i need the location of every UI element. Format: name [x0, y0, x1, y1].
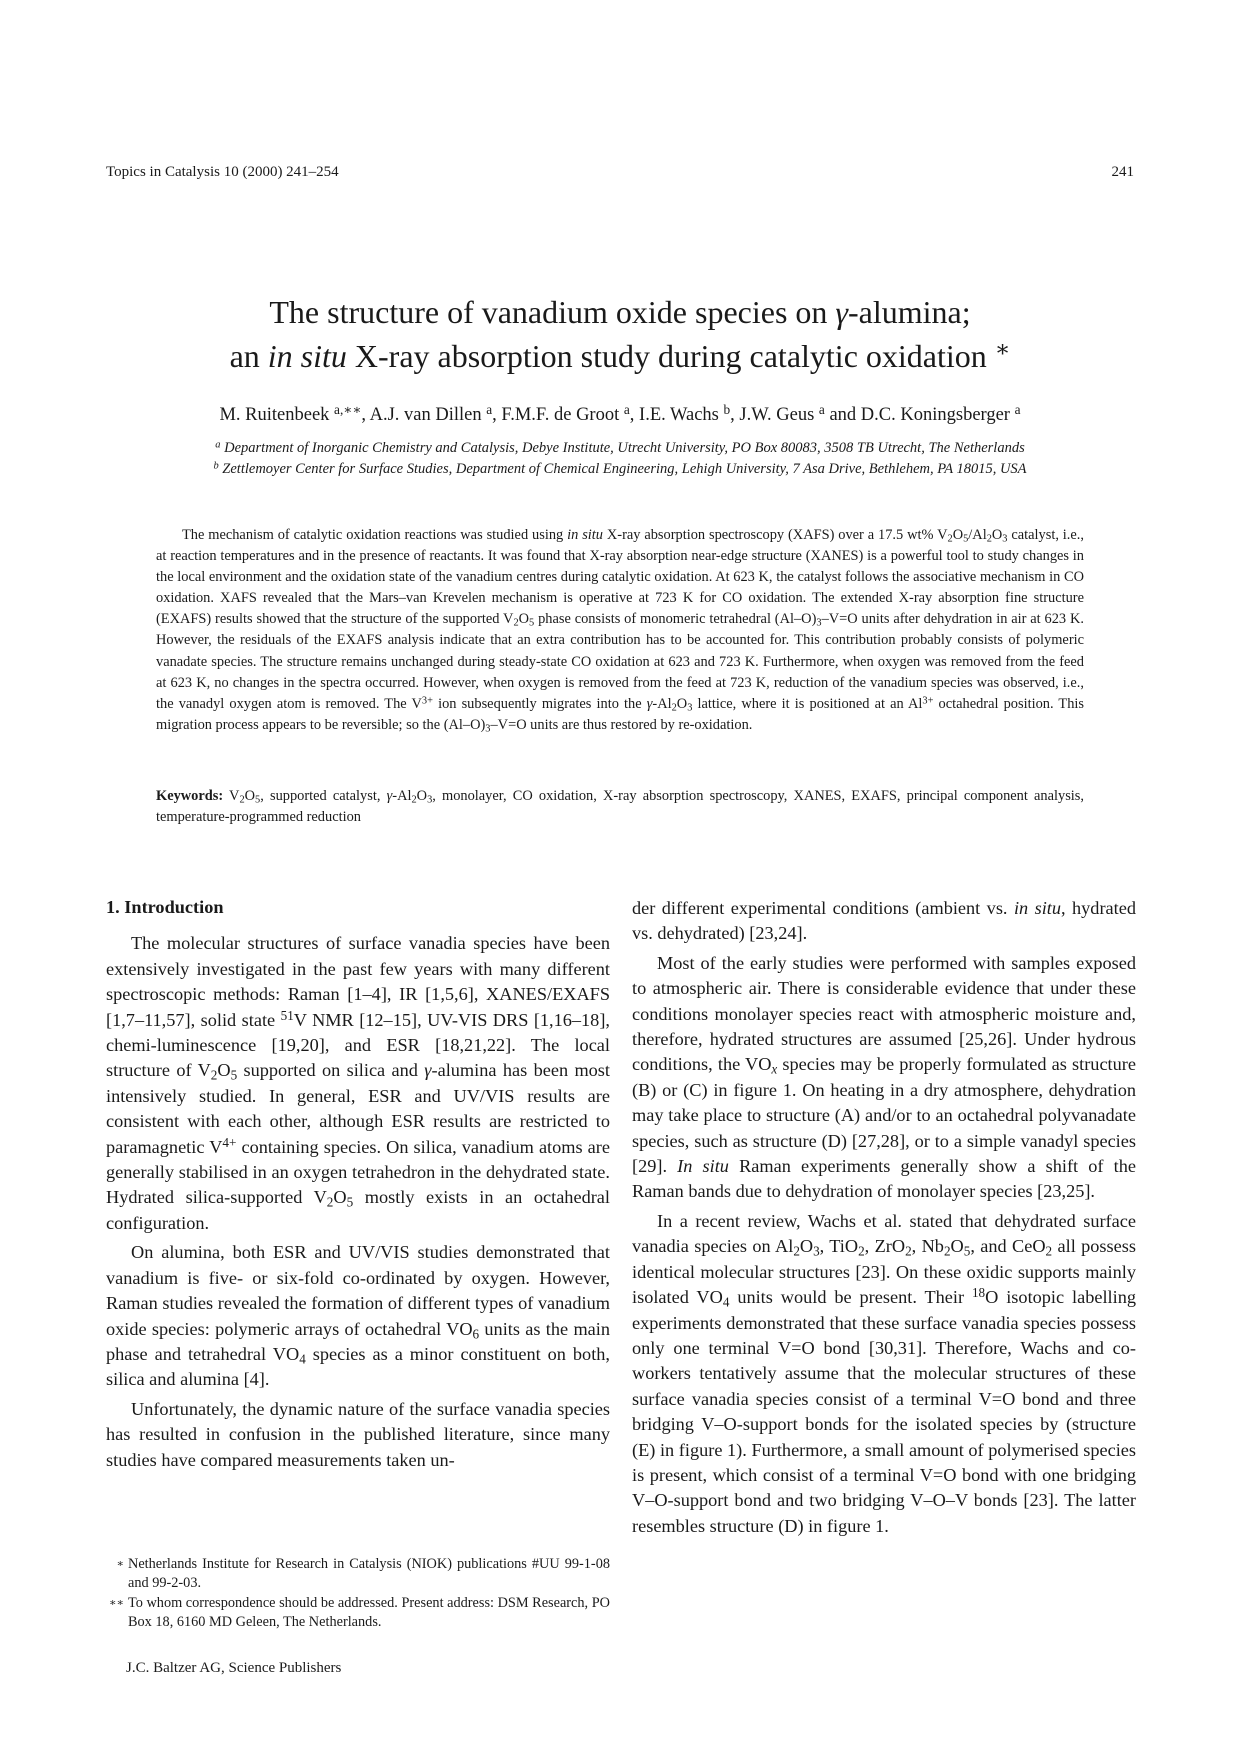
- journal-citation: Topics in Catalysis 10 (2000) 241–254: [106, 164, 339, 180]
- section-heading: 1. Introduction: [106, 897, 224, 917]
- article-title: [106, 290, 1134, 378]
- footnote-mark: ∗∗: [109, 1596, 124, 1609]
- keywords: Keywords: $V_2O_5$, supported catalyst, $\gamma-Al_2O_3$, monolayer, CO oxidation, X-ray absorption spectroscopy, XANES, EXAFS, principal component analysis, temperature-programmed reduction: [156, 788, 1084, 825]
- body-paragraph: Most of the early studies were performed with samples exposed to atmospheric air. There is considerable evidence that under these conditions monolayer species react with atmospheric moisture and, therefore, hydrated structures are assumed [25,26]. Under hydrous conditions, the $VO_x$ species may be properly formulated as structure (B) or (C) in figure 1. On heating in a dry atmosphere, dehydration may take place to structure (A) and/or to an octahedral polyvanadate species, such as structure (D) [27,28], or to a simple vanadyl species [29]. In situ Raman experiments generally show a shift of the Raman bands due to dehydration of monolayer species [23,25].: [632, 952, 1136, 1202]
- body-paragraph: Unfortunately, the dynamic nature of the surface vanadia species has resulted in confusion in the published literature, since many studies have compared measurements taken un-: [106, 1398, 610, 1470]
- page-number: 241: [1111, 164, 1134, 180]
- abstract-text: The mechanism of catalytic oxidation reactions was studied using in situ X-ray absorption spectroscopy (XAFS) over a 17.5 wt% $V_2O_5/Al_2O_3$ catalyst, i.e., at reaction temperatures and in the presence of reactants. It was found that X-ray absorption near-edge structure (XANES) is a powerful tool to study changes in the local environment and the oxidation state of the vanadium centres during catalytic oxidation. At 623 K, the catalyst follows the associative mechanism in CO oxidation. XAFS revealed that the Mars–van Krevelen mechanism is operative at 723 K for CO oxidation. The extended X-ray absorption fine structure (EXAFS) results showed that the structure of the supported $V_2O_5$ phase consists of monomeric tetrahedral $(Al-O)_3-V=O$ units after dehydration in air at 623 K. However, the residuals of the EXAFS analysis indicate that an extra contribution has to be accounted for. This contribution probably consists of polymeric vanadate species. The structure remains unchanged during steady-state CO oxidation at 623 and 723 K. Furthermore, when oxygen was removed from the feed at 623 K, no changes in the spectra occurred. However, when oxygen is removed from the feed at 723 K, reduction of the vanadium species was observed, i.e., the vanadyl oxygen atom is removed. The $V^{3+}$ ion subsequently migrates into the $\gamma-Al_2O_3$ lattice, where it is positioned at an $Al^{3+}$ octahedral position. This migration process appears to be reversible; so the $(Al-O)_3-V=O$ units are thus restored by re-oxidation.: [156, 527, 1085, 735]
- affiliation-a: $^a$ Department of Inorganic Chemistry and Catalysis, Debye Institute, Utrecht University, PO Box 80083, 3508 TB Utrecht, The Netherlands: [215, 439, 1025, 456]
- footnotes: [106, 1555, 610, 1633]
- footnote: [106, 1594, 610, 1633]
- affiliation-b: $^b$ Zettlemoyer Center for Surface Studies, Department of Chemical Engineering, Lehigh University, 7 Asa Drive, Bethlehem, PA 18015, USA: [213, 460, 1027, 477]
- footnote-text: To whom correspondence should be addressed. Present address: DSM Research, PO Box 18, 6160 MD Geleen, The Netherlands.: [128, 1594, 610, 1631]
- footnote-text: Netherlands Institute for Research in Catalysis (NIOK) publications #UU 99-1-08 and 99-2-03.: [128, 1556, 610, 1592]
- body-paragraph: In a recent review, Wachs et al. stated that dehydrated surface vanadia species on $Al_2O_3$, TiO$_2$, ZrO$_2$, $Nb_2O_5$, and CeO$_2$ all possess identical molecular structures [23]. On these oxidic supports mainly isolated $VO_4$ units would be present. Their $^{18}$O isotopic labelling experiments demonstrated that these surface vanadia species possess only one terminal V=O bond [30,31]. Therefore, Wachs and co-workers tentatively assume that the molecular structures of these surface vanadia species consist of a terminal V=O bond and three bridging V–O-support bonds for the isolated species by (structure (E) in figure 1). Furthermore, a small amount of polymerised species is present, which consist of a terminal V=O bond with one bridging V–O-support bond and two bridging V–O–V bonds [23]. The latter resembles structure (D) in figure 1.: [632, 1210, 1136, 1536]
- body-paragraph: The molecular structures of surface vanadia species have been extensively investigated in the past few years with many different spectroscopic methods: Raman [1–4], IR [1,5,6], XANES/EXAFS [1,7–11,57], solid state $^{51}$V NMR [12–15], UV-VIS DRS [1,16–18], chemi-luminescence [19,20], and ESR [18,21,22]. The local structure of $V_2O_5$ supported on silica and γ-alumina has been most intensively studied. In general, ESR and UV/VIS results are consistent with each other, although ESR results are restricted to paramagnetic $V^{4+}$ containing species. On silica, vanadium atoms are generally stabilised in an oxygen tetrahedron in the dehydrated state. Hydrated silica-supported $V_2O_5$ mostly exists in an octahedral configuration.: [106, 933, 610, 1233]
- right-column: [632, 896, 1136, 1543]
- abstract: [156, 525, 1084, 736]
- footnote: [106, 1555, 610, 1594]
- publisher-line: J.C. Baltzer AG, Science Publishers: [126, 1660, 342, 1676]
- affiliations: [106, 438, 1134, 480]
- author-list: M. Ruitenbeek $^{a,∗∗}$, A.J. van Dillen $^a$, F.M.F. de Groot $^a$, I.E. Wachs $^b$, J.W. Geus $^a$ and D.C. Koningsberger $^a$: [219, 402, 1021, 425]
- running-head: [106, 164, 1134, 181]
- title-line-1: The structure of vanadium oxide species on γ-alumina;: [269, 294, 971, 330]
- body-paragraph: On alumina, both ESR and UV/VIS studies demonstrated that vanadium is five- or six-fold co-ordinated by oxygen. However, Raman studies revealed the formation of different types of vanadium oxide species: polymeric arrays of octahedral $VO_6$ units as the main phase and tetrahedral $VO_4$ species as a minor constituent on both, silica and alumina [4].: [106, 1242, 611, 1390]
- footnote-mark: ∗: [116, 1558, 124, 1570]
- body-paragraph: der different experimental conditions (ambient vs. in situ, hydrated vs. dehydrated) [23,24].: [632, 898, 1136, 944]
- left-column: [106, 895, 610, 1477]
- title-line-2: an in situ X-ray absorption study during catalytic oxidation ∗: [229, 335, 1011, 374]
